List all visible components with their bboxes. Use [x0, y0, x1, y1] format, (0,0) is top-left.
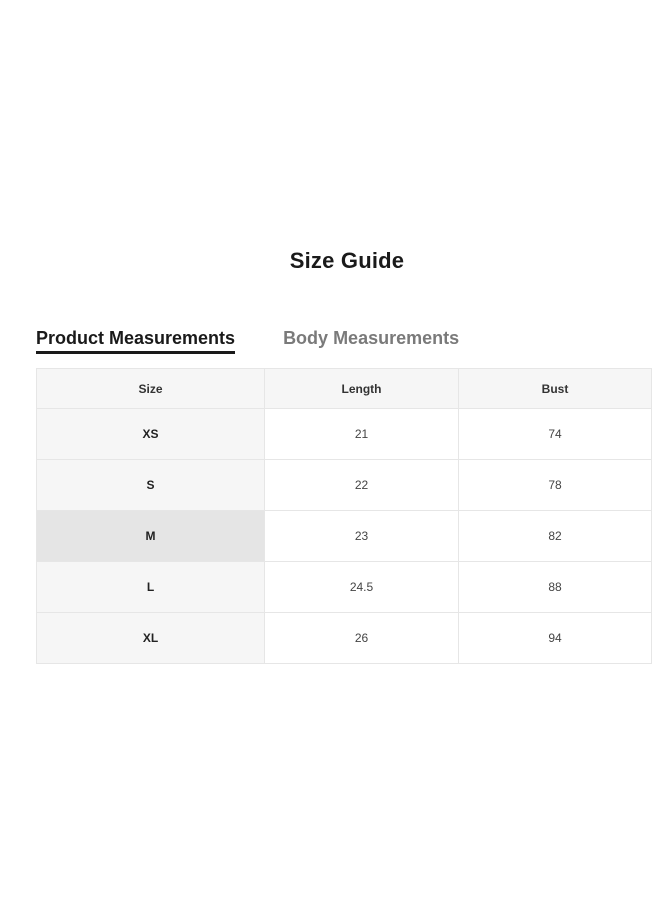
- size-table: [36, 368, 652, 664]
- length-cell: 22: [265, 460, 459, 511]
- length-cell: 26: [265, 613, 459, 664]
- tab-product-measurements[interactable]: Product Measurements: [36, 328, 235, 354]
- length-cell: 21: [265, 409, 459, 460]
- table-row: [37, 409, 652, 460]
- table-header-row: [37, 369, 652, 409]
- column-header-length: Length: [265, 369, 459, 409]
- table-row-highlighted: [37, 511, 652, 562]
- bust-cell: 94: [459, 613, 652, 664]
- table-row: [37, 562, 652, 613]
- length-cell: 23: [265, 511, 459, 562]
- bust-cell: 78: [459, 460, 652, 511]
- bust-cell: 88: [459, 562, 652, 613]
- size-cell: XS: [37, 409, 265, 460]
- measurement-tabs: [36, 328, 459, 354]
- table-row: [37, 613, 652, 664]
- length-cell: 24.5: [265, 562, 459, 613]
- column-header-size: Size: [37, 369, 265, 409]
- size-cell: L: [37, 562, 265, 613]
- size-cell: XL: [37, 613, 265, 664]
- bust-cell: 74: [459, 409, 652, 460]
- page-title: Size Guide: [289, 248, 405, 273]
- size-cell: M: [37, 511, 265, 562]
- column-header-bust: Bust: [459, 369, 652, 409]
- table-row: [37, 460, 652, 511]
- bust-cell: 82: [459, 511, 652, 562]
- tab-body-measurements[interactable]: Body Measurements: [283, 328, 460, 348]
- size-cell: S: [37, 460, 265, 511]
